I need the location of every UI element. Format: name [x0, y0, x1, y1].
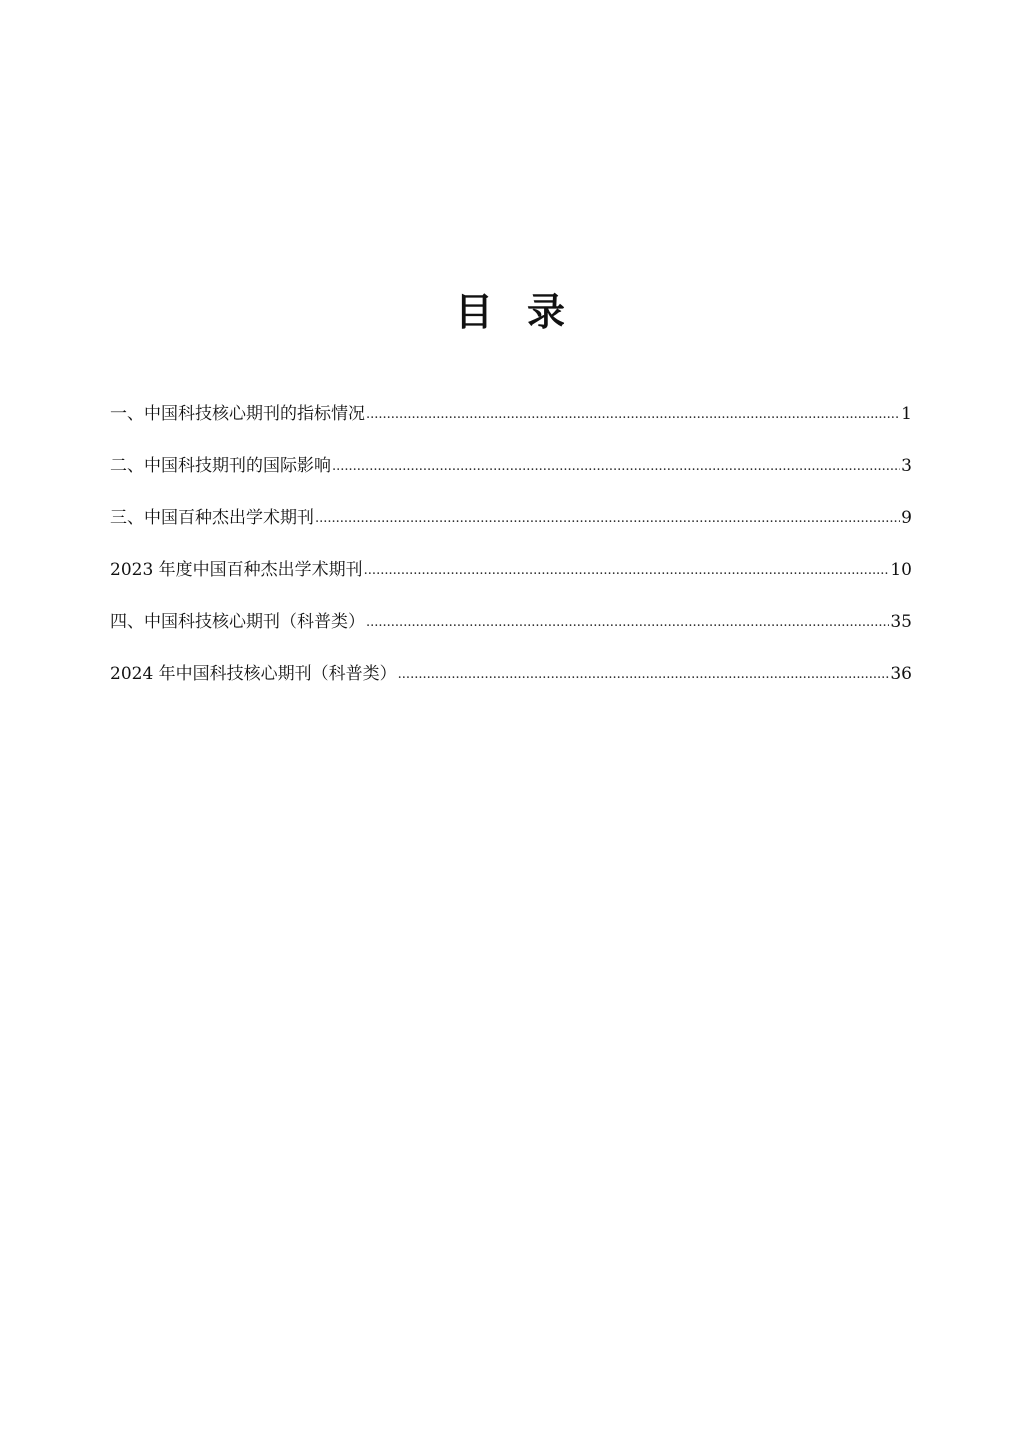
toc-dot-leader	[364, 557, 890, 585]
toc-dot-leader	[366, 609, 889, 637]
toc-entry[interactable]	[110, 400, 912, 452]
table-of-contents	[110, 400, 912, 712]
toc-page-number: 36	[890, 664, 912, 684]
toc-dot-leader	[332, 453, 900, 481]
toc-entry[interactable]	[110, 608, 912, 660]
toc-entry-label: 四、中国科技核心期刊（科普类）	[110, 612, 365, 632]
toc-entry-label: 一、中国科技核心期刊的指标情况	[110, 404, 365, 424]
toc-entry-label: 2024 年中国科技核心期刊（科普类）	[110, 664, 397, 684]
toc-entry-label: 二、中国科技期刊的国际影响	[110, 456, 331, 476]
toc-page-number: 9	[901, 508, 912, 528]
toc-entry[interactable]	[110, 556, 912, 608]
toc-page-number: 1	[901, 404, 912, 424]
toc-entry[interactable]	[110, 452, 912, 504]
toc-page-number: 3	[901, 456, 912, 476]
toc-entry[interactable]	[110, 504, 912, 556]
page-title: 目录	[454, 289, 599, 334]
toc-page-number: 35	[890, 612, 912, 632]
toc-entry[interactable]	[110, 660, 912, 712]
toc-dot-leader	[398, 661, 890, 689]
toc-entry-label: 三、中国百种杰出学术期刊	[110, 508, 314, 528]
toc-dot-leader	[315, 505, 900, 533]
toc-page-number: 10	[890, 560, 912, 580]
toc-dot-leader	[366, 401, 900, 429]
toc-entry-label: 2023 年度中国百种杰出学术期刊	[110, 560, 363, 580]
